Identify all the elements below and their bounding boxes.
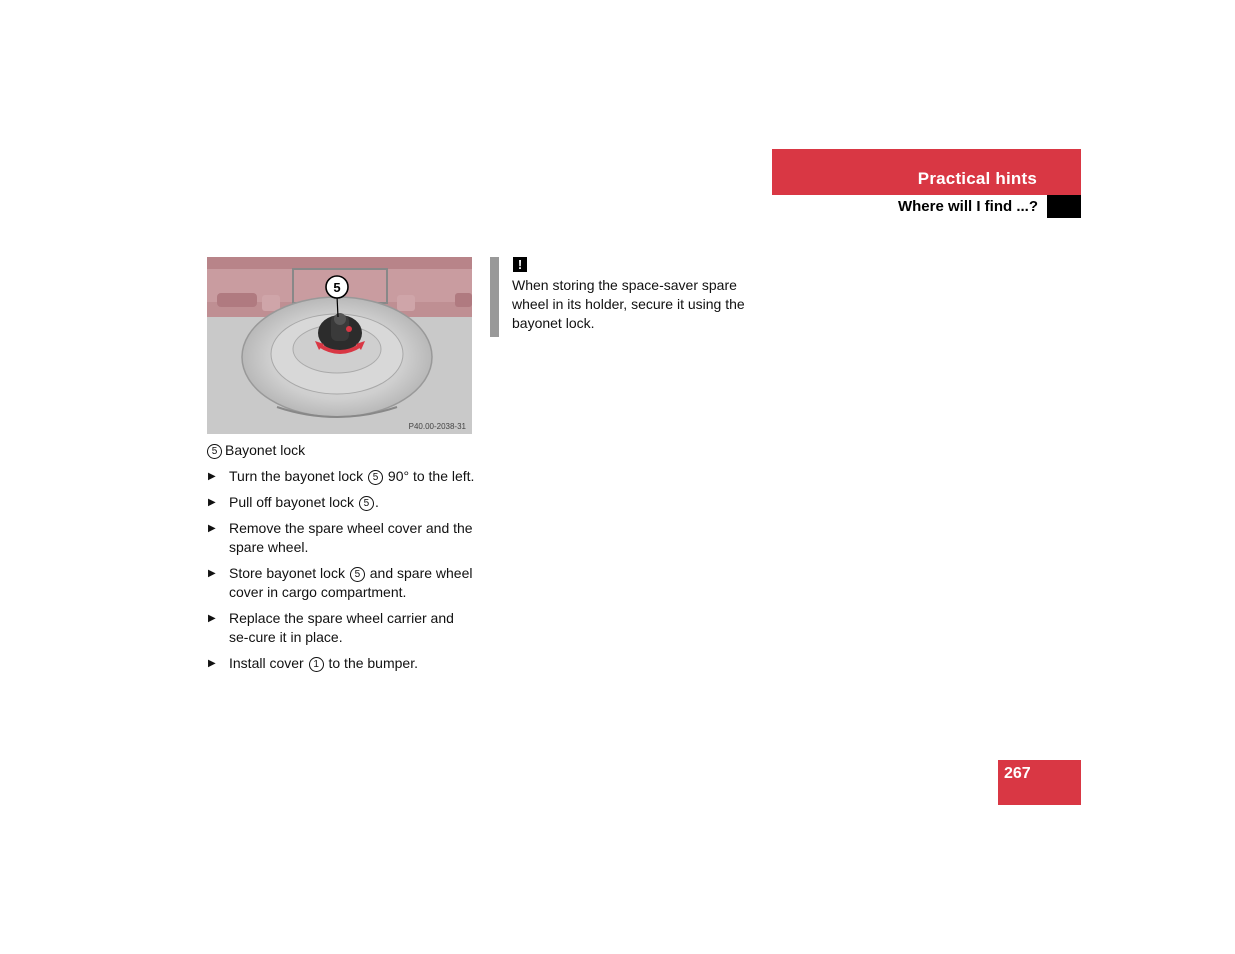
step-item: ▶ Install cover 1 to the bumper. [208,655,418,671]
step-item: ▶ Pull off bayonet lock 5 . [208,494,379,510]
callout-circle: 5 [207,444,222,459]
callout-circle: 5 [368,470,383,485]
figure-code: P40.00-2038-31 [408,422,466,431]
spare-wheel-figure [207,257,472,434]
subsection-title: Where will I find ...? [897,198,1038,215]
caption-text: Bayonet lock [225,442,306,458]
bullet-arrow-icon: ▶ [208,568,216,579]
step-item: ▶ Replace the spare wheel carrier and se-cure it in place. [208,610,454,645]
note-side-bar [490,257,499,337]
bullet-arrow-icon: ▶ [208,497,216,508]
page-number-tab [998,760,1081,805]
note-text: When storing the space-saver spare wheel in its holder, secure it using the bayonet lock. [512,277,745,331]
step-item: ▶ Store bayonet lock 5 and spare wheel cover in cargo compartment. [208,565,473,600]
section-title: Practical hints [917,169,1037,188]
step-item: ▶ Remove the spare wheel cover and the spare wheel. [208,520,473,555]
header-marker-block [1047,195,1081,218]
bullet-arrow-icon: ▶ [208,613,216,624]
bullet-arrow-icon: ▶ [208,523,216,534]
step-item: ▶ Turn the bayonet lock 5 90° to the left. [208,468,475,484]
callout-circle: 5 [359,496,374,511]
spare-wheel-illustration [207,257,472,434]
header-section-band [772,149,1081,195]
callout-circle: 1 [309,657,324,672]
bullet-arrow-icon: ▶ [208,658,216,669]
step-list [207,467,475,673]
figure-caption [207,441,475,460]
figure-callout-number: 5 [333,280,341,295]
bullet-arrow-icon: ▶ [208,471,216,482]
callout-circle: 5 [350,567,365,582]
warning-icon: ! [513,257,527,272]
instructions-column [207,441,475,680]
page-number: 267 [1004,765,1031,782]
